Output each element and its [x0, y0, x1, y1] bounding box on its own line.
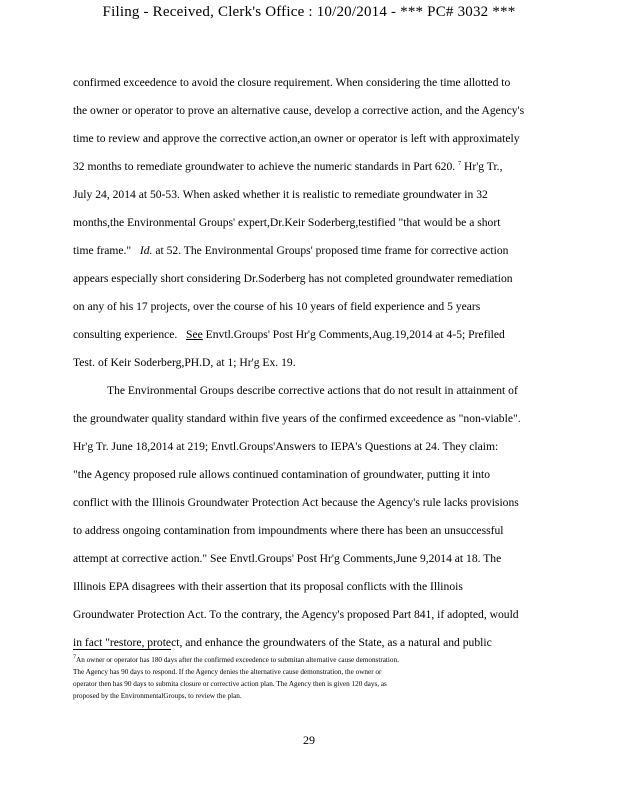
text-segment: time frame."	[73, 244, 132, 257]
text-line	[73, 153, 541, 181]
footnote-rule	[73, 649, 171, 650]
text-segment: consulting experience.	[73, 328, 178, 341]
text-line: in fact "restore, protect, and enhance the groundwaters of the State, as a natural and public	[73, 636, 492, 649]
text-line: the owner or operator to prove an alternative cause, develop a corrective action, and the Agency's	[73, 104, 525, 117]
text-segment: at 52. The Environmental Groups' proposed time frame for corrective action	[155, 244, 509, 257]
text-line: July 24, 2014 at 50-53. When asked whether it is realistic to remediate groundwater in 32	[73, 188, 488, 201]
citation-signal-see: See	[186, 328, 203, 341]
footnote-reference: 7	[458, 161, 462, 168]
text-line: The Environmental Groups describe corrective actions that do not result in attainment of	[107, 384, 518, 397]
text-line: confirmed exceedence to avoid the closure requirement. When considering the time allotted to	[73, 76, 511, 89]
footnote-line: operator then has 90 days to submita closure or corrective action plan. The Agency then is given 120 days, as	[73, 680, 387, 688]
text-segment: Hr'g Tr.,	[461, 160, 503, 173]
footnote-line: The Agency has 90 days to respond. If the Agency denies the alternative cause demonstration, the owner or	[73, 668, 382, 676]
text-line: months,the Environmental Groups' expert,Dr.Keir Soderberg,testified "that would be a short	[73, 216, 501, 229]
footnote-line	[73, 654, 543, 666]
citation-id: Id.	[139, 244, 153, 257]
footnote-line: proposed by the EnvironmentalGroups, to review the plan.	[73, 692, 242, 700]
filing-header: Filing - Received, Clerk's Office : 10/20/2014 - *** PC# 3032 ***	[102, 4, 516, 20]
text-line: time to review and approve the corrective action,an owner or operator is left with approximately	[73, 132, 520, 145]
footnote-mark: 7	[73, 654, 76, 661]
text-segment: Envtl.Groups' Post Hr'g Comments,Aug.19,2014 at 4-5; Prefiled	[205, 328, 505, 341]
footnotes	[73, 654, 543, 702]
text-line: the groundwater quality standard within five years of the confirmed exceedence as "non-viable".	[73, 412, 521, 425]
text-line: conflict with the Illinois Groundwater Protection Act because the Agency's rule lacks provisions	[73, 496, 519, 509]
text-line: Test. of Keir Soderberg,PH.D, at 1; Hr'g Ex. 19.	[73, 356, 296, 369]
text-line: to address ongoing contamination from impoundments where there has been an unsuccessful	[73, 524, 504, 537]
page-number: 29	[303, 733, 315, 747]
text-line: on any of his 17 projects, over the course of his 10 years of field experience and 5 years	[73, 300, 481, 313]
text-line: appears especially short considering Dr.Soderberg has not completed groundwater remediation	[73, 272, 513, 285]
text-segment: 32 months to remediate groundwater to achieve the numeric standards in Part 620.	[73, 160, 456, 173]
text-line	[73, 321, 541, 349]
text-line: Hr'g Tr. June 18,2014 at 219; Envtl.Groups'Answers to IEPA's Questions at 24. They claim:	[73, 440, 499, 453]
text-line: Groundwater Protection Act. To the contrary, the Agency's proposed Part 841, if adopted, would	[73, 608, 519, 621]
text-line: Illinois EPA disagrees with their assertion that its proposal conflicts with the Illinois	[73, 580, 463, 593]
text-line: "the Agency proposed rule allows continued contamination of groundwater, putting it into	[73, 468, 491, 481]
footnote-text: An owner or operator has 180 days after the confirmed exceedence to submitan alternative cause demonstration.	[76, 656, 399, 664]
text-line	[73, 237, 541, 265]
text-line: attempt at corrective action." See Envtl.Groups' Post Hr'g Comments,June 9,2014 at 18. The	[73, 552, 502, 565]
document-body	[73, 69, 541, 657]
